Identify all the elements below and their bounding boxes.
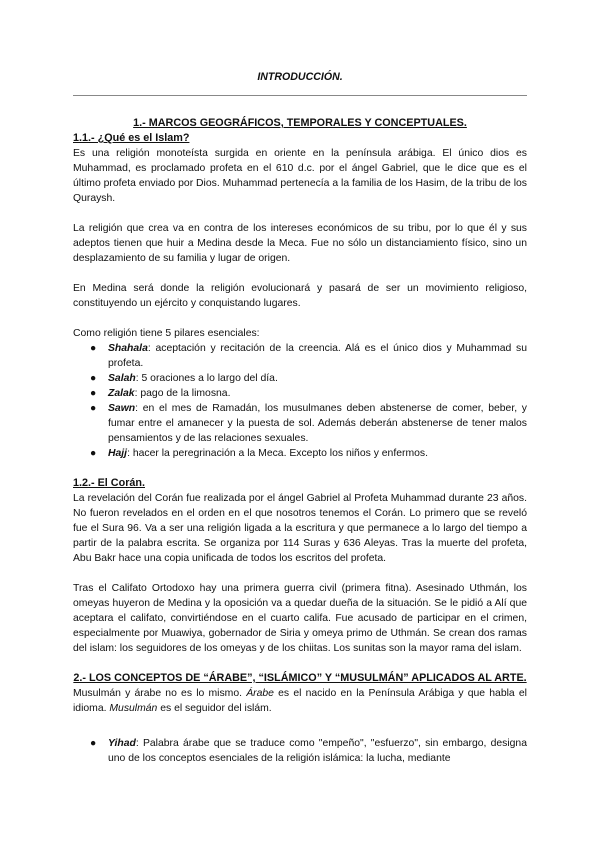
paragraph (73, 686, 527, 716)
pillars-intro: Como religión tiene 5 pilares esenciales: (73, 328, 260, 339)
subsection-1-1-heading: 1.1.- ¿Qué es el Islam? (73, 132, 190, 144)
paragraph: La religión que crea va en contra de los intereses económicos de su tribu, por lo que él y sus adeptos tienen que huir a Medina desde la Meca. Fue no sólo un distanciamiento físico, sino un desplazamiento de su familia y lugar de origen. (73, 223, 527, 264)
section-1-heading: 1.- MARCOS GEOGRÁFICOS, TEMPORALES Y CONCEPTUALES. (133, 117, 467, 129)
section-2-heading: 2.- LOS CONCEPTOS DE “ÁRABE”, “ISLÁMICO” Y “MUSULMÁN” APLICADOS AL ARTE. (73, 672, 527, 684)
bullet-icon: ● (90, 388, 97, 399)
bullet-icon: ● (90, 403, 97, 414)
list-term: Hajj (108, 448, 128, 459)
subsection-1-2-heading: 1.2.- El Corán. (73, 477, 145, 489)
bullet-icon: ● (90, 373, 97, 384)
concepts-list (73, 736, 527, 766)
bullet-icon: ● (90, 738, 97, 749)
list-item (73, 386, 527, 401)
bullet-icon: ● (90, 343, 97, 354)
list-item (73, 446, 527, 461)
list-term: Sawn (108, 403, 136, 414)
paragraph: En Medina será donde la religión evolucionará y pasará de ser un movimiento religioso, constituyendo un ejército y conquistando lugares. (73, 283, 527, 309)
list-text: : hacer la peregrinación a la Meca. Excepto los niños y enfermos. (127, 448, 428, 459)
list-term: Salah (108, 373, 136, 384)
text-run: es el seguidor del islám. (157, 703, 272, 714)
list-text: : pago de la limosna. (134, 388, 231, 399)
list-text: : aceptación y recitación de la creencia. Alá es el único dios y Muhammad su profeta. (108, 343, 527, 369)
bullet-icon: ● (90, 448, 97, 459)
term-arabe: Árabe (246, 688, 274, 699)
list-term: Yihad (108, 738, 136, 749)
list-term: Shahala (108, 343, 148, 354)
list-item (73, 401, 527, 446)
list-item (73, 736, 527, 766)
list-text: : 5 oraciones a lo largo del día. (135, 373, 278, 384)
text-run: es el nacido en la Península Arábiga y que habla el idioma. (73, 688, 527, 714)
document-title: INTRODUCCIÓN. (257, 71, 343, 83)
list-item (73, 371, 527, 386)
list-text: : en el mes de Ramadán, los musulmanes deben abstenerse de comer, beber, y fumar entre el amanecer y la puesta de sol. Además deberán abstenerse de tener malos pensamientos y de las relaciones sexuales. (108, 403, 527, 444)
paragraph: Tras el Califato Ortodoxo hay una primera guerra civil (primera fitna). Asesinado Uthmán, los omeyas huyeron de Medina y la oposición va a quedar dueña de la situación. Se le pidió a Alí que aceptara el califato, convirtiéndose en el cuarto califa. Fue acusado de participar en el crimen, especialmente por Muawiya, gobernador de Siria y omeya primo de Uthmán. Se crean dos ramas del islam: los seguidores de los omeyas y de los chiitas. Los sunitas son la mayor rama del islam. (73, 583, 527, 654)
title-divider (73, 95, 527, 96)
paragraph: La revelación del Corán fue realizada por el ángel Gabriel al Profeta Muhammad durante 23 años. No fueron revelados en el orden en el que nosotros tenemos el Corán. Lo primero que se reveló fue el Sura 96. Va a ser una religión ligada a la escritura y que permanece a lo largo del tiempo a partir de la palabra escrita. Se organiza por 114 Suras y 636 Aleyas. Tras la muerte del profeta, Abu Bakr hace una copia unificada de todos los escritos del profeta. (73, 493, 527, 564)
list-term: Zalak (108, 388, 135, 399)
text-run: Musulmán y árabe no es lo mismo. (73, 688, 247, 699)
paragraph: Es una religión monoteísta surgida en oriente en la península arábiga. El único dios es Muhammad, es proclamado profeta en el 610 d.c. por el ángel Gabriel, que le dice que es el último profeta enviado por Dios. Muhammad pertenecía a la familia de los Hasim, de la tribu de los Quraysh. (73, 148, 527, 204)
document-body (73, 116, 527, 766)
list-text: : Palabra árabe que se traduce como "empeño", "esfuerzo", sin embargo, designa uno de los conceptos esenciales de la religión islámica: la lucha, mediante (108, 738, 527, 764)
pillars-list (73, 341, 527, 461)
list-item (73, 341, 527, 371)
term-musulman: Musulmán (109, 703, 158, 714)
